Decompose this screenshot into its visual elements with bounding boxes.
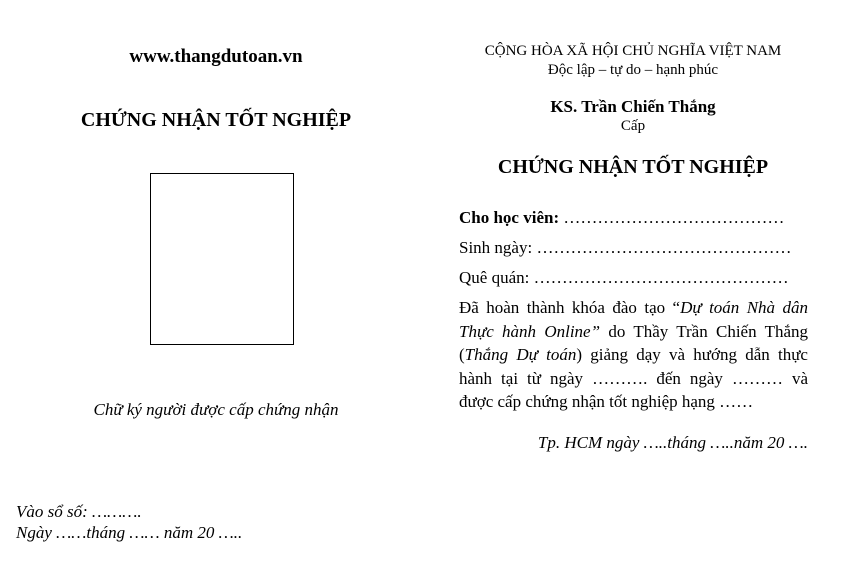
grant-label: Cấp <box>620 118 646 134</box>
register-date-line: Ngày ……tháng …… năm 20 ….. <box>16 523 243 542</box>
certificate-title-left: CHỨNG NHẬN TỐT NGHIỆP <box>80 109 352 131</box>
certificate-title-right: CHỨNG NHẬN TỐT NGHIỆP <box>497 156 769 178</box>
course-name: Dự toán Nhà dân Thực hành Online” <box>459 298 808 341</box>
photo-placeholder <box>150 173 294 345</box>
national-motto: Độc lập – tự do – hạnh phúc <box>547 62 719 78</box>
student-name-field <box>459 208 784 228</box>
student-dots: ………………………………… <box>559 208 785 227</box>
para-part-3: do Thầy Trần Chiến Thắng ( <box>459 321 808 364</box>
teacher-alias: Thắng Dự toán <box>464 345 577 364</box>
place-and-date: Tp. HCM ngày …..tháng …..năm 20 …. <box>537 433 808 452</box>
signature-caption: Chữ ký người được cấp chứng nhận <box>93 400 339 419</box>
para-part-1: Đã hoàn thành khóa đào tạo “ <box>459 298 681 317</box>
register-number-line: Vào sổ số: ………. <box>16 502 142 521</box>
issuer-name: KS. Trần Chiến Thắng <box>550 97 716 116</box>
completion-paragraph <box>459 296 808 414</box>
student-label: Cho học viên: <box>459 208 560 227</box>
hometown-field: Quê quán: ……………………………………… <box>459 268 789 287</box>
para-part-5: ) giảng dạy và hướng dẫn thực hành tại từ ngày ………. đến ngày ……… và được cấp chứng nhận tốt nghiệp hạng …… <box>459 345 808 411</box>
birth-date-field: Sinh ngày: ……………………………………… <box>459 238 792 257</box>
website-url: www.thangdutoan.vn <box>129 46 303 67</box>
nation-heading: CỘNG HÒA XÃ HỘI CHỦ NGHĨA VIỆT NAM <box>484 43 782 59</box>
